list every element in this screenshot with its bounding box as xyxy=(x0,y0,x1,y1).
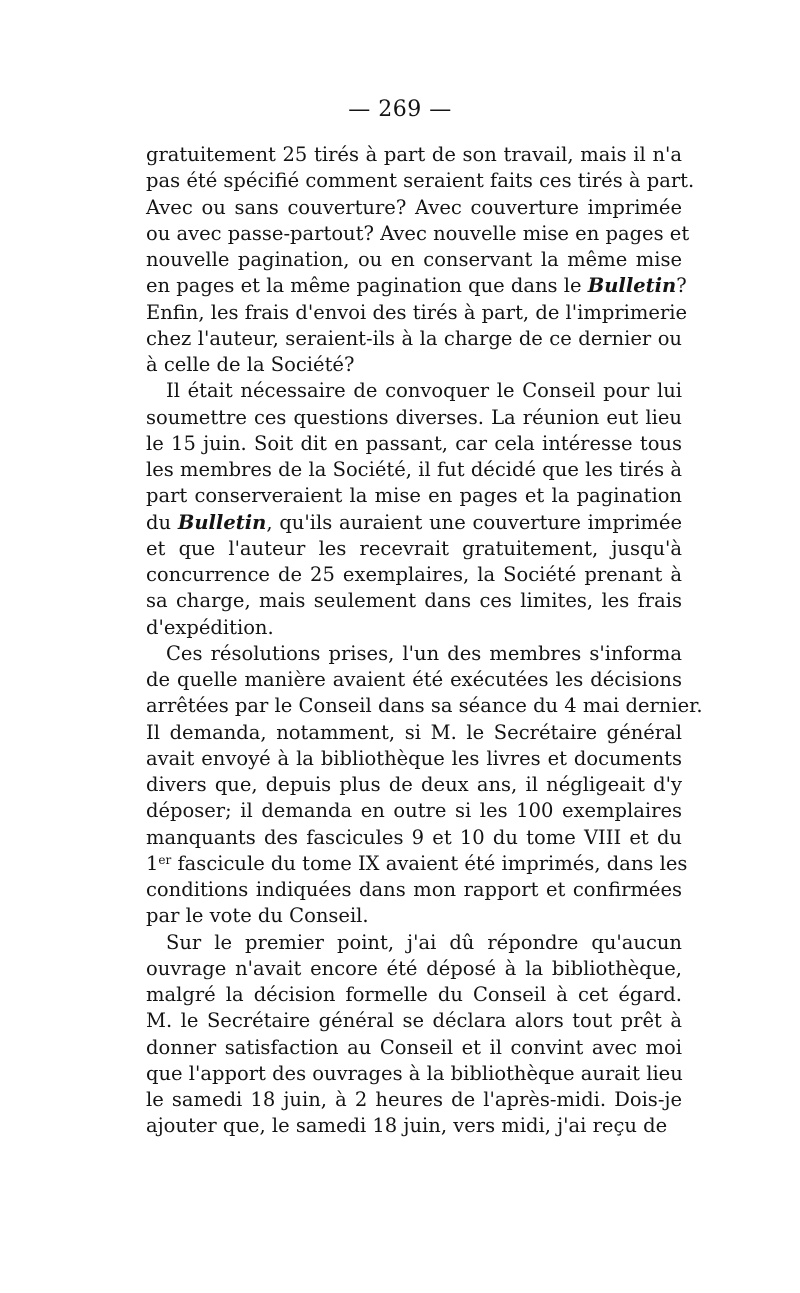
text-line: part conserveraient la mise en pages et la pagination xyxy=(146,484,682,508)
journal-title: Bulletin xyxy=(177,510,267,534)
text-line: et que l'auteur les recevrait gratuitement, jusqu'à xyxy=(146,536,682,560)
text-line: ouvrage n'avait encore été déposé à la bibliothèque, xyxy=(146,956,682,980)
page-number: — 269 — xyxy=(348,97,452,122)
text-line: 1er fascicule du tome IX avaient été imprimés, dans les xyxy=(146,851,688,875)
text-line: ou avec passe-partout? Avec nouvelle mise en pages et xyxy=(146,221,690,245)
text-line: le 15 juin. Soit dit en passant, car cela intéresse tous xyxy=(146,431,682,455)
paragraph xyxy=(146,142,695,378)
text-line: soumettre ces questions diverses. La réunion eut lieu xyxy=(146,405,682,429)
paragraph xyxy=(146,641,703,930)
text-line: pas été spécifié comment seraient faits ces tirés à part. xyxy=(146,169,695,193)
text-line: les membres de la Société, il fut décidé que les tirés à xyxy=(146,458,682,481)
text-line: chez l'auteur, seraient-ils à la charge de ce dernier ou xyxy=(146,326,682,350)
text-line: donner satisfaction au Conseil et il convint avec moi xyxy=(146,1035,682,1059)
text-line: Ces résolutions prises, l'un des membres s'informa xyxy=(166,641,682,665)
text-line: Enfin, les frais d'envoi des tirés à part, de l'imprimerie xyxy=(146,300,688,324)
text-line: malgré la décision formelle du Conseil à cet égard. xyxy=(146,983,682,1006)
text-line: divers que, depuis plus de deux ans, il négligeait d'y xyxy=(146,773,682,796)
body-text xyxy=(146,142,703,1140)
paragraph xyxy=(146,930,682,1140)
paragraph xyxy=(146,378,682,641)
text-line: le samedi 18 juin, à 2 heures de l'après-midi. Dois-je xyxy=(146,1088,682,1111)
text-line: gratuitement 25 tirés à part de son travail, mais il n'a xyxy=(146,143,682,166)
text-line: de quelle manière avaient été exécutées les décisions xyxy=(146,668,682,691)
text-line: du Bulletin, qu'ils auraient une couverture imprimée xyxy=(146,510,682,534)
text-line: en pages et la même pagination que dans le Bulletin? xyxy=(146,274,687,298)
text-line: à celle de la Société? xyxy=(146,353,355,376)
journal-title: Bulletin xyxy=(587,274,677,298)
text-line: ajouter que, le samedi 18 juin, vers midi, j'ai reçu de xyxy=(146,1114,668,1138)
text-line: Il était nécessaire de convoquer le Conseil pour lui xyxy=(166,379,682,403)
text-line: Sur le premier point, j'ai dû répondre qu'aucun xyxy=(166,930,682,954)
text-line: Il demanda, notamment, si M. le Secrétaire général xyxy=(146,720,682,744)
text-line: M. le Secrétaire général se déclara alors tout prêt à xyxy=(146,1009,682,1033)
text-line: nouvelle pagination, ou en conservant la même mise xyxy=(146,248,682,271)
text-line: d'expédition. xyxy=(146,615,274,639)
text-line: conditions indiquées dans mon rapport et confirmées xyxy=(146,878,682,901)
text-line: manquants des fascicules 9 et 10 du tome VIII et du xyxy=(146,825,682,849)
text-line: sa charge, mais seulement dans ces limites, les frais xyxy=(146,589,682,613)
text-line: par le vote du Conseil. xyxy=(146,904,369,928)
text-line: que l'apport des ouvrages à la bibliothèque aurait lieu xyxy=(146,1061,683,1085)
text-line: déposer; il demanda en outre si les 100 exemplaires xyxy=(146,799,682,823)
text-line: concurrence de 25 exemplaires, la Société prenant à xyxy=(146,563,682,586)
text-line: arrêtées par le Conseil dans sa séance du 4 mai dernier. xyxy=(146,694,703,718)
text-line: Avec ou sans couverture? Avec couverture imprimée xyxy=(146,195,682,219)
text-line: avait envoyé à la bibliothèque les livres et documents xyxy=(146,746,682,770)
